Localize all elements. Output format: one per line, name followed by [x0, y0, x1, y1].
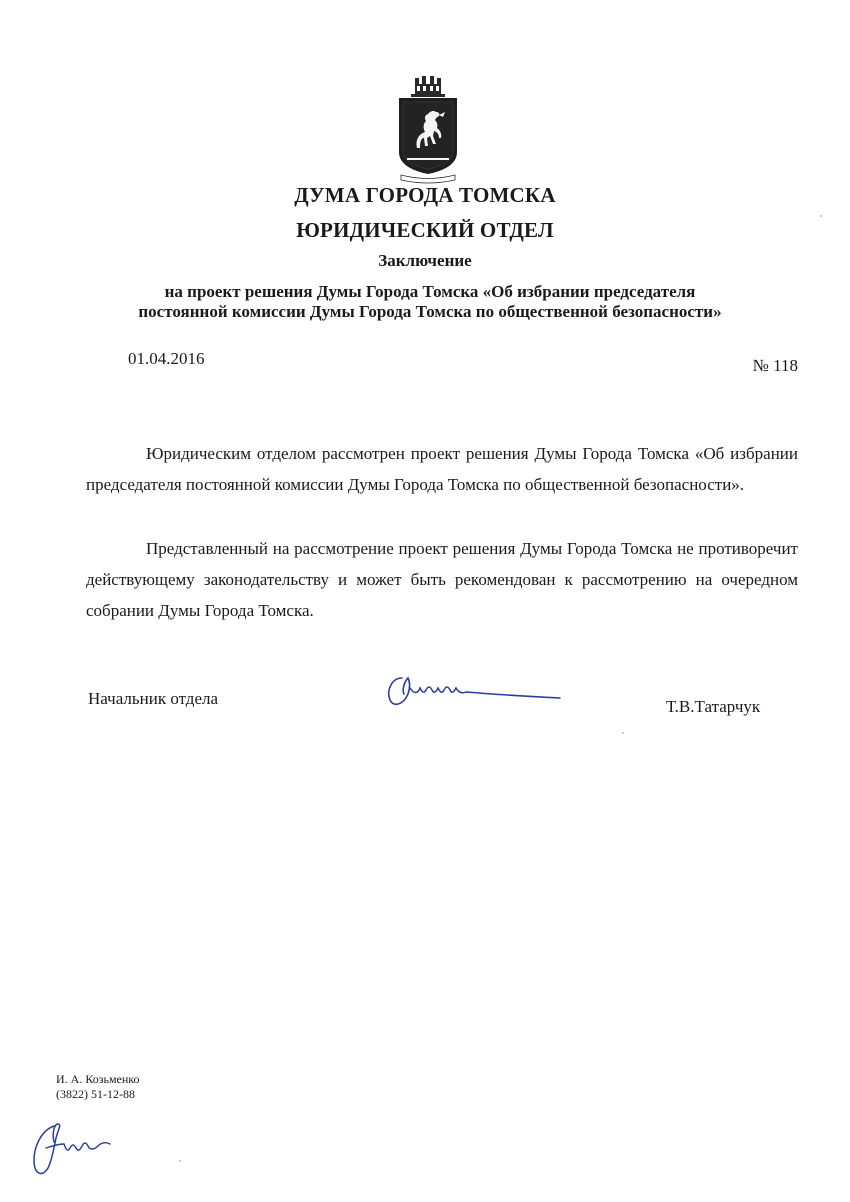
executor-block	[56, 1072, 140, 1102]
executor-phone: (3822) 51-12-88	[56, 1087, 135, 1101]
org-title-department: ЮРИДИЧЕСКИЙ ОТДЕЛ	[296, 218, 554, 242]
executor-name: И. А. Козьменко	[56, 1072, 140, 1086]
scan-speck	[622, 732, 624, 734]
subject-line-2: постоянной комиссии Думы Города Томска по общественной безопасности»	[138, 302, 722, 321]
crown-icon	[411, 76, 445, 97]
document-date: 01.04.2016	[128, 349, 205, 368]
document-number: № 118	[752, 356, 798, 375]
tomsk-coat-of-arms-icon	[393, 72, 463, 184]
scan-speck	[820, 215, 822, 217]
scan-speck	[179, 1160, 181, 1162]
handwritten-signature-icon	[380, 664, 570, 714]
signer-role: Начальник отдела	[88, 689, 219, 708]
subject-line-1: на проект решения Думы Города Томска «Об избрании председателя	[164, 282, 696, 301]
org-title-duma: ДУМА ГОРОДА ТОМСКА	[294, 183, 556, 207]
body-paragraph-2: Представленный на рассмотрение проект решения Думы Города Томска не противоречит действующему законодательству и может быть рекомендован к рассмотрению на очередном собрании Думы Города Томска.	[86, 539, 798, 620]
signer-name: Т.В.Татарчук	[666, 697, 761, 716]
document-subject	[100, 282, 760, 322]
handwritten-initials-icon	[28, 1120, 118, 1182]
body-paragraph-1: Юридическим отделом рассмотрен проект решения Думы Города Томска «Об избрании председателя постоянной комиссии Думы Города Томска по общественной безопасности».	[86, 444, 798, 494]
document-type: Заключение	[378, 251, 472, 270]
